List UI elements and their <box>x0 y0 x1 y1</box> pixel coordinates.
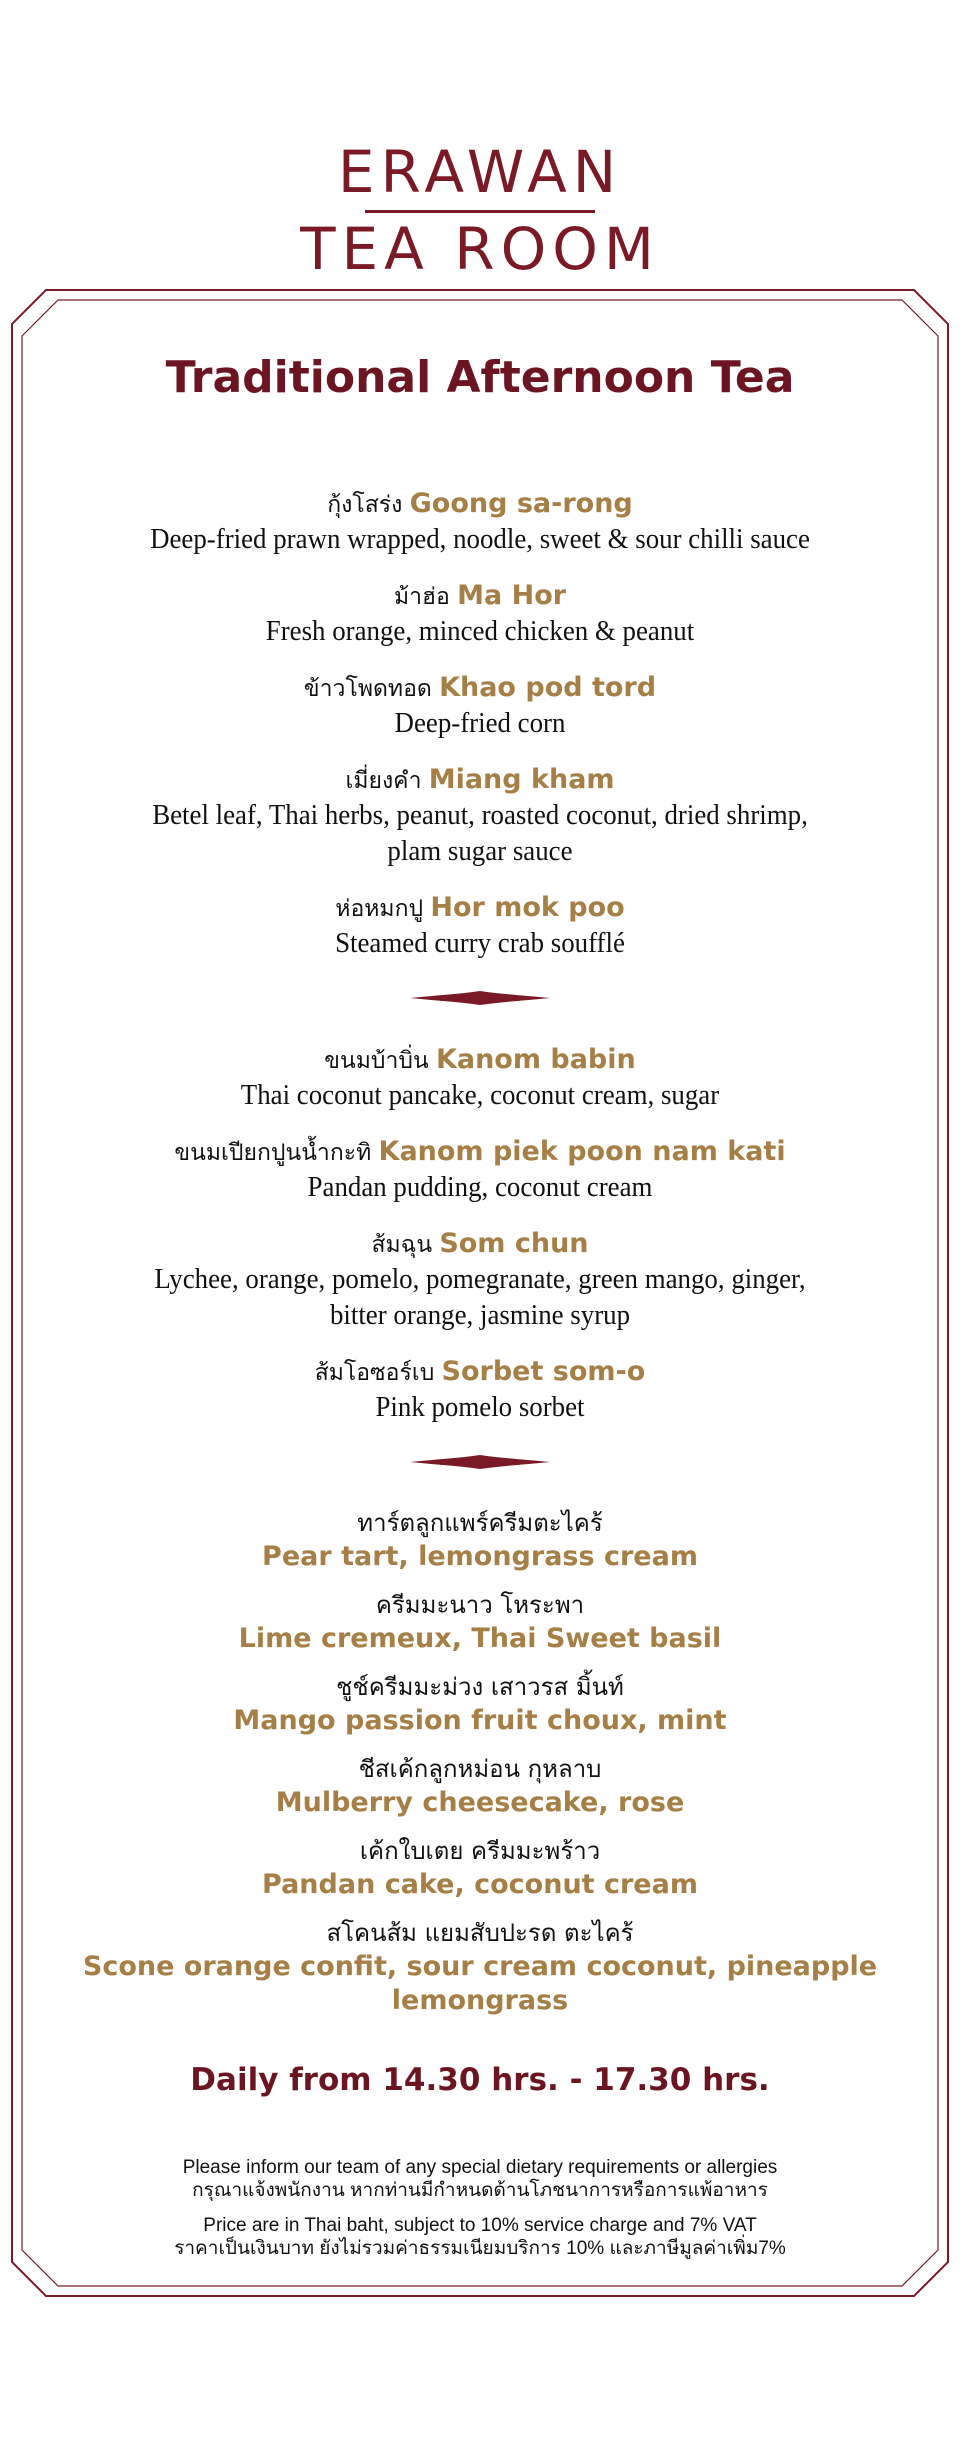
menu-item <box>60 1226 900 1334</box>
allergy-note-th: กรุณาแจ้งพนักงาน หากท่านมีกำหนดด้านโภชนาการหรือการแพ้อาหาร <box>192 2180 768 2201</box>
item-english-name: Pear tart, lemongrass cream <box>262 1541 698 1572</box>
item-description: Lychee, orange, pomelo, pomegranate, green mango, ginger, <box>154 1264 806 1295</box>
opening-hours: Daily from 14.30 hrs. - 17.30 hrs. <box>190 2062 770 2098</box>
item-thai-name: ม้าฮ่อ <box>393 584 450 610</box>
item-description: Pink pomelo sorbet <box>375 1392 585 1423</box>
item-description: Betel leaf, Thai herbs, peanut, roasted coconut, dried shrimp, <box>152 800 808 831</box>
item-english-name: Goong sa-rong <box>409 488 633 519</box>
pastry-section <box>60 1506 900 2018</box>
item-thai-name: สโคนส้ม แยมสับปะรด ตะไคร้ <box>326 1919 634 1947</box>
item-description: bitter orange, jasmine syrup <box>329 1300 631 1331</box>
item-english-name: Khao pod tord <box>439 672 657 703</box>
item-english-name: Pandan cake, coconut cream <box>262 1869 698 1900</box>
footer-notes <box>60 2156 900 2272</box>
item-english-name: Sorbet som-o <box>441 1356 646 1387</box>
item-english-name: Miang kham <box>428 764 615 795</box>
menu-item <box>60 762 900 870</box>
item-english-name: Ma Hor <box>457 580 567 611</box>
item-thai-name: เมี่ยงคำ <box>345 768 422 794</box>
item-thai-name: ส้มโอซอร์เบ <box>314 1360 435 1386</box>
menu-item <box>60 1834 900 1902</box>
item-english-name: Kanom piek poon nam kati <box>378 1136 786 1167</box>
item-english-name: Mulberry cheesecake, rose <box>275 1787 685 1818</box>
item-thai-name: ข้าวโพดทอด <box>303 676 432 702</box>
menu-item <box>60 1354 900 1426</box>
item-thai-name: ขนมเปียกปูนน้ำกะทิ <box>174 1140 372 1166</box>
menu-item <box>60 1134 900 1206</box>
item-description: Thai coconut pancake, coconut cream, sugar <box>240 1080 720 1111</box>
menu-item <box>60 1752 900 1820</box>
menu-item <box>60 1042 900 1114</box>
price-note-en: Price are in Thai baht, subject to 10% service charge and 7% VAT <box>203 2215 757 2236</box>
item-description: Pandan pudding, coconut cream <box>307 1172 653 1203</box>
divider-ornament <box>60 1446 900 1478</box>
item-thai-name: ชูช์ครีมมะม่วง เสาวรส มิ้นท์ <box>336 1673 624 1701</box>
divider-ornament <box>60 982 900 1014</box>
item-english-name: Hor mok poo <box>430 892 625 923</box>
menu-list <box>60 486 900 2032</box>
item-english-name: Scone orange confit, sour cream coconut, pineapple lemongrass <box>82 1951 878 2016</box>
price-note-th: ราคาเป็นเงินบาท ยังไม่รวมค่าธรรมเนียมบริการ 10% และภาษีมูลค่าเพิ่ม7% <box>174 2238 786 2259</box>
menu-item <box>60 670 900 742</box>
savoury-section <box>60 486 900 962</box>
logo-rule <box>365 210 595 213</box>
item-english-name: Som chun <box>439 1228 589 1259</box>
item-thai-name: ส้มฉุน <box>371 1232 433 1258</box>
sweets-section <box>60 1042 900 1426</box>
allergy-note-en: Please inform our team of any special dietary requirements or allergies <box>182 2157 778 2178</box>
page-title: Traditional Afternoon Tea <box>165 352 795 403</box>
item-description: Fresh orange, minced chicken & peanut <box>265 616 695 647</box>
item-english-name: Kanom babin <box>435 1044 636 1075</box>
menu-item <box>60 1670 900 1738</box>
item-thai-name: ทาร์ตลูกแพร์ครีมตะไคร้ <box>357 1509 603 1537</box>
logo-line-1: ERAWAN <box>337 138 623 206</box>
item-thai-name: กุ้งโสร่ง <box>327 492 403 518</box>
menu-item <box>60 578 900 650</box>
menu-item <box>60 890 900 962</box>
menu-item <box>60 1916 900 2018</box>
item-description: Deep-fried corn <box>394 708 566 739</box>
menu-item <box>60 486 900 558</box>
item-description: Deep-fried prawn wrapped, noodle, sweet & sour chilli sauce <box>150 524 810 555</box>
item-description: plam sugar sauce <box>387 836 573 867</box>
item-thai-name: เค้กใบเตย ครีมมะพร้าว <box>359 1837 601 1865</box>
item-thai-name: ห่อหมกปู <box>335 896 424 922</box>
menu-item <box>60 1588 900 1656</box>
menu-item <box>60 1506 900 1574</box>
logo-line-2: TEA ROOM <box>300 215 660 283</box>
item-thai-name: ขนมบ้าบิ่น <box>324 1048 429 1074</box>
item-thai-name: ชีสเค้กลูกหม่อน กุหลาบ <box>358 1755 602 1783</box>
item-english-name: Mango passion fruit choux, mint <box>233 1705 727 1736</box>
item-english-name: Lime cremeux, Thai Sweet basil <box>238 1623 722 1654</box>
item-thai-name: ครีมมะนาว โหระพา <box>375 1591 585 1619</box>
item-description: Steamed curry crab soufflé <box>335 928 625 959</box>
erawan-tea-room-logo <box>0 140 960 281</box>
